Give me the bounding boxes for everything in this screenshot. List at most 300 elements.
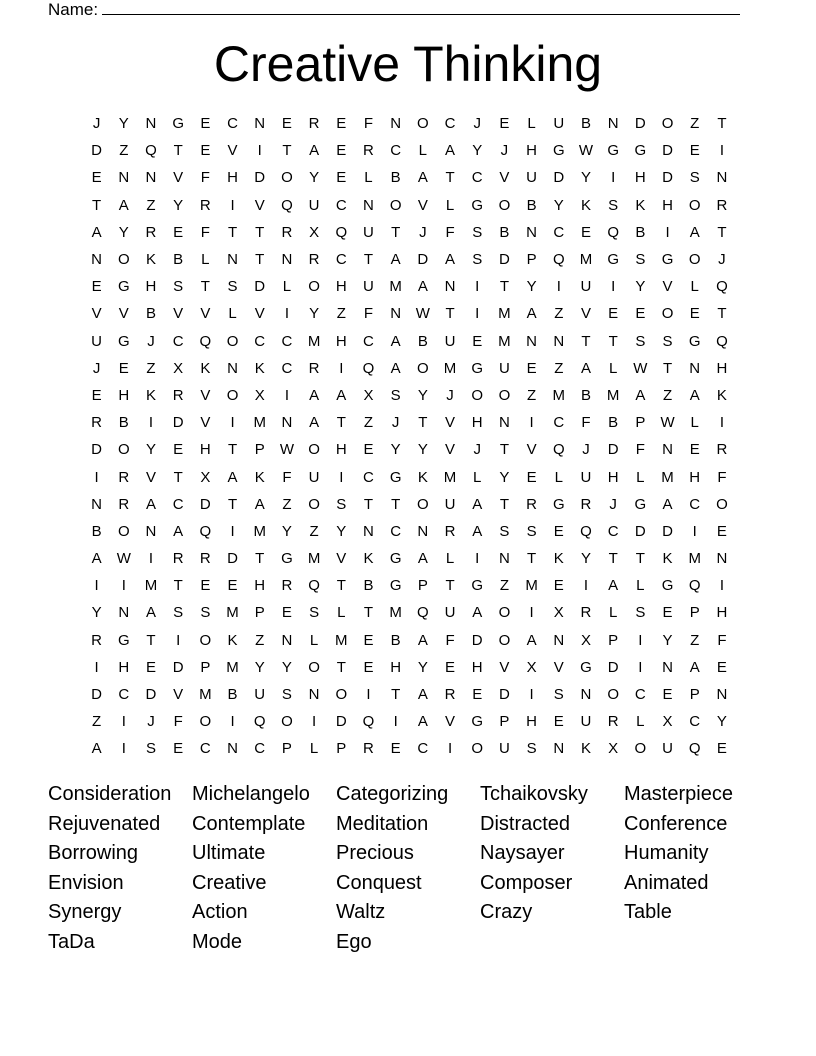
- grid-letter: O: [498, 196, 511, 214]
- grid-letter: L: [309, 631, 319, 649]
- grid-letter: H: [335, 441, 347, 459]
- grid-letter: O: [688, 251, 701, 269]
- grid-letter: N: [444, 278, 456, 296]
- grid-letter: Q: [335, 223, 348, 241]
- grid-letter: Y: [118, 115, 129, 133]
- grid-letter: R: [580, 604, 592, 622]
- grid-letter: P: [281, 740, 292, 758]
- grid-letter: A: [689, 223, 700, 241]
- grid-letter: Z: [146, 196, 156, 214]
- grid-letter: D: [471, 631, 483, 649]
- grid-letter: M: [253, 414, 266, 432]
- grid-letter: S: [173, 604, 184, 622]
- grid-letter: I: [257, 142, 262, 160]
- grid-letter: H: [199, 441, 211, 459]
- grid-letter: P: [526, 251, 537, 269]
- word-list-item: Categorizing: [336, 783, 449, 805]
- word-list-item: Waltz: [336, 901, 386, 924]
- grid-letter: H: [634, 169, 646, 187]
- grid-letter: Y: [309, 305, 320, 323]
- grid-letter: K: [254, 468, 265, 486]
- grid-letter: E: [173, 223, 184, 241]
- grid-letter: Y: [526, 278, 537, 296]
- grid-letter: I: [529, 414, 534, 432]
- grid-letter: G: [607, 142, 619, 160]
- grid-letter: T: [255, 251, 265, 269]
- grid-letter: H: [254, 577, 266, 595]
- grid-letter: T: [499, 495, 509, 513]
- grid-letter: O: [389, 196, 402, 214]
- page-title: Creative Thinking: [213, 36, 603, 92]
- grid-letter: I: [121, 713, 126, 731]
- grid-letter: Y: [417, 386, 428, 404]
- grid-letter: I: [230, 196, 235, 214]
- grid-letter: Q: [362, 359, 375, 377]
- grid-letter: A: [417, 631, 428, 649]
- grid-letter: I: [148, 414, 154, 432]
- grid-letter: S: [145, 740, 156, 758]
- grid-letter: Z: [527, 386, 537, 404]
- grid-letter: N: [716, 550, 728, 568]
- grid-letter: T: [336, 577, 346, 595]
- grid-letter: S: [472, 251, 483, 269]
- grid-letter: I: [393, 713, 398, 731]
- grid-letter: G: [389, 468, 402, 486]
- grid-letter: E: [173, 441, 184, 459]
- grid-letter: X: [254, 386, 265, 404]
- grid-letter: H: [118, 658, 130, 676]
- grid-letter: X: [580, 631, 591, 649]
- grid-letter: H: [526, 142, 538, 160]
- grid-letter: G: [117, 631, 130, 649]
- grid-letter: V: [200, 386, 211, 404]
- grid-letter: T: [200, 278, 210, 296]
- grid-letter: K: [227, 631, 238, 649]
- grid-letter: G: [634, 495, 647, 513]
- grid-letter: C: [634, 686, 646, 704]
- grid-letter: E: [553, 522, 564, 540]
- grid-letter: E: [363, 631, 374, 649]
- grid-letter: Z: [336, 305, 346, 323]
- letter-grid: [83, 110, 736, 763]
- grid-letter: F: [717, 631, 727, 649]
- grid-letter: O: [226, 386, 239, 404]
- grid-letter: V: [526, 441, 537, 459]
- grid-letter: C: [254, 332, 266, 350]
- grid-letter: U: [444, 604, 456, 622]
- grid-letter: J: [391, 414, 400, 432]
- grid-letter: I: [94, 468, 99, 486]
- grid-letter: T: [445, 169, 455, 187]
- grid-letter: G: [634, 142, 647, 160]
- grid-letter: N: [498, 550, 510, 568]
- grid-letter: A: [417, 686, 428, 704]
- grid-letter: R: [281, 577, 293, 595]
- grid-letter: L: [608, 359, 618, 377]
- grid-letter: Q: [145, 142, 157, 160]
- grid-letter: A: [336, 386, 347, 404]
- grid-letter: C: [172, 495, 184, 513]
- grid-letter: Z: [119, 142, 129, 160]
- grid-letter: U: [363, 223, 374, 241]
- grid-letter: W: [116, 550, 131, 568]
- grid-letter: E: [390, 740, 401, 758]
- grid-letter: E: [200, 115, 211, 133]
- grid-letter: Z: [309, 522, 319, 540]
- grid-letter: A: [309, 386, 320, 404]
- grid-letter: S: [227, 278, 238, 296]
- grid-letter: Q: [688, 577, 701, 595]
- grid-letter: C: [281, 359, 293, 377]
- grid-letter: B: [118, 414, 129, 432]
- grid-letter: N: [145, 169, 157, 187]
- grid-letter: E: [608, 305, 619, 323]
- grid-letter: T: [608, 550, 618, 568]
- grid-letter: R: [145, 223, 157, 241]
- grid-letter: T: [336, 414, 346, 432]
- grid-letter: H: [689, 468, 701, 486]
- grid-letter: P: [254, 441, 265, 459]
- grid-letter: T: [581, 332, 591, 350]
- grid-letter: U: [662, 740, 673, 758]
- name-underline: [102, 0, 740, 15]
- grid-letter: R: [172, 550, 184, 568]
- grid-letter: A: [608, 577, 619, 595]
- grid-letter: I: [148, 550, 154, 568]
- grid-letter: Q: [688, 740, 701, 758]
- grid-letter: X: [363, 386, 374, 404]
- grid-letter: E: [662, 604, 673, 622]
- grid-letter: Z: [662, 386, 673, 404]
- grid-letter: B: [580, 386, 591, 404]
- word-list-item: Masterpiece: [624, 783, 733, 805]
- grid-letter: I: [638, 631, 643, 649]
- grid-letter: D: [662, 142, 673, 160]
- grid-letter: O: [498, 604, 511, 622]
- grid-letter: S: [553, 686, 564, 704]
- grid-letter: Z: [499, 577, 509, 595]
- grid-letter: J: [582, 441, 590, 459]
- grid-letter: G: [688, 332, 701, 350]
- grid-letter: A: [145, 495, 156, 513]
- grid-letter: E: [336, 169, 347, 187]
- grid-letter: V: [173, 305, 184, 323]
- grid-letter: T: [391, 495, 401, 513]
- grid-letter: H: [118, 386, 130, 404]
- grid-letter: S: [689, 169, 700, 187]
- grid-letter: O: [281, 169, 293, 187]
- grid-letter: R: [91, 631, 103, 649]
- grid-letter: A: [173, 522, 184, 540]
- grid-letter: C: [227, 115, 238, 133]
- grid-letter: P: [200, 658, 211, 676]
- grid-letter: V: [254, 305, 265, 323]
- grid-letter: O: [661, 115, 674, 133]
- grid-letter: Y: [499, 468, 510, 486]
- grid-letter: O: [308, 441, 320, 459]
- grid-letter: E: [472, 332, 483, 350]
- grid-letter: H: [716, 359, 728, 377]
- grid-letter: J: [473, 115, 481, 133]
- grid-letter: H: [145, 278, 157, 296]
- grid-letter: A: [309, 142, 320, 160]
- grid-letter: W: [660, 414, 675, 432]
- grid-letter: S: [608, 196, 619, 214]
- grid-letter: Q: [417, 604, 429, 622]
- grid-letter: L: [445, 196, 455, 214]
- grid-letter: Z: [255, 631, 265, 649]
- grid-letter: T: [146, 631, 156, 649]
- grid-letter: N: [417, 522, 429, 540]
- grid-letter: L: [201, 251, 210, 269]
- grid-letter: K: [553, 550, 564, 568]
- grid-letter: J: [446, 386, 454, 404]
- grid-letter: O: [716, 495, 728, 513]
- grid-letter: K: [200, 359, 211, 377]
- grid-letter: C: [118, 686, 130, 704]
- word-list-item: Envision: [48, 871, 124, 894]
- grid-letter: Y: [662, 631, 673, 649]
- grid-letter: L: [690, 414, 699, 432]
- grid-letter: Y: [716, 713, 727, 731]
- grid-letter: O: [688, 196, 701, 214]
- grid-letter: C: [390, 142, 402, 160]
- grid-letter: B: [635, 223, 646, 241]
- grid-letter: P: [608, 631, 619, 649]
- grid-letter: E: [716, 658, 727, 676]
- grid-letter: V: [553, 658, 564, 676]
- grid-letter: P: [417, 577, 428, 595]
- grid-letter: X: [608, 740, 619, 758]
- grid-letter: I: [284, 386, 289, 404]
- grid-letter: A: [309, 414, 320, 432]
- grid-letter: J: [609, 495, 617, 513]
- grid-letter: I: [339, 359, 344, 377]
- grid-letter: P: [499, 713, 510, 731]
- grid-letter: A: [254, 495, 265, 513]
- grid-letter: A: [526, 631, 537, 649]
- grid-letter: T: [717, 305, 727, 323]
- grid-letter: M: [498, 332, 511, 350]
- grid-letter: R: [363, 142, 374, 160]
- grid-letter: V: [145, 468, 156, 486]
- grid-letter: C: [471, 169, 483, 187]
- grid-letter: C: [335, 251, 347, 269]
- grid-letter: T: [418, 414, 428, 432]
- grid-letter: A: [472, 522, 483, 540]
- grid-letter: U: [498, 359, 510, 377]
- grid-letter: A: [417, 713, 428, 731]
- grid-letter: N: [145, 522, 157, 540]
- grid-letter: D: [227, 550, 238, 568]
- grid-letter: M: [498, 305, 511, 323]
- grid-letter: T: [499, 278, 509, 296]
- grid-letter: R: [607, 713, 619, 731]
- grid-letter: A: [390, 359, 401, 377]
- grid-letter: S: [200, 604, 211, 622]
- grid-letter: G: [172, 115, 184, 133]
- grid-letter: N: [390, 305, 402, 323]
- grid-letter: I: [719, 577, 724, 595]
- grid-letter: Q: [362, 713, 375, 731]
- grid-letter: Q: [552, 251, 565, 269]
- grid-letter: E: [472, 686, 483, 704]
- grid-letter: A: [445, 142, 456, 160]
- grid-letter: T: [92, 196, 102, 214]
- grid-letter: E: [173, 740, 184, 758]
- grid-letter: I: [475, 278, 480, 296]
- grid-letter: D: [607, 658, 619, 676]
- grid-letter: U: [308, 196, 320, 214]
- word-list-item: Composer: [480, 871, 573, 894]
- grid-letter: A: [91, 223, 102, 241]
- grid-letter: M: [525, 577, 538, 595]
- grid-letter: T: [282, 142, 292, 160]
- grid-letter: Z: [146, 359, 156, 377]
- grid-letter: I: [339, 468, 344, 486]
- grid-letter: W: [633, 359, 648, 377]
- grid-letter: A: [227, 468, 238, 486]
- grid-letter: W: [578, 142, 594, 160]
- grid-letter: T: [662, 359, 673, 377]
- grid-letter: R: [716, 196, 728, 214]
- grid-letter: I: [230, 522, 235, 540]
- grid-letter: L: [636, 468, 645, 486]
- grid-letter: A: [689, 386, 700, 404]
- grid-letter: V: [91, 305, 102, 323]
- grid-letter: M: [253, 522, 266, 540]
- grid-letter: C: [363, 468, 374, 486]
- grid-letter: T: [255, 223, 265, 241]
- grid-letter: S: [526, 740, 537, 758]
- grid-letter: C: [607, 522, 619, 540]
- grid-letter: N: [526, 332, 538, 350]
- grid-letter: R: [308, 251, 320, 269]
- grid-letter: K: [145, 386, 156, 404]
- grid-letter: T: [227, 223, 238, 241]
- grid-letter: C: [281, 332, 293, 350]
- grid-letter: U: [498, 740, 510, 758]
- grid-letter: T: [499, 441, 509, 459]
- grid-letter: I: [529, 604, 534, 622]
- grid-letter: W: [279, 441, 294, 459]
- grid-letter: N: [118, 169, 130, 187]
- grid-letter: U: [526, 169, 538, 187]
- grid-letter: A: [390, 251, 401, 269]
- grid-letter: T: [173, 468, 183, 486]
- grid-letter: N: [716, 169, 728, 187]
- grid-letter: S: [526, 522, 537, 540]
- grid-letter: Y: [118, 223, 129, 241]
- grid-letter: Q: [716, 278, 728, 296]
- word-list-item: Crazy: [480, 901, 533, 924]
- grid-letter: D: [254, 169, 266, 187]
- grid-letter: N: [227, 251, 238, 269]
- grid-letter: E: [363, 658, 374, 676]
- grid-letter: A: [91, 740, 102, 758]
- grid-letter: L: [636, 713, 645, 731]
- grid-letter: E: [91, 169, 102, 187]
- grid-letter: Q: [580, 522, 592, 540]
- grid-letter: N: [526, 223, 538, 241]
- grid-letter: A: [445, 251, 456, 269]
- grid-letter: R: [281, 223, 293, 241]
- grid-letter: Y: [553, 196, 564, 214]
- grid-letter: C: [553, 414, 565, 432]
- grid-letter: C: [553, 223, 565, 241]
- grid-letter: G: [661, 577, 674, 595]
- grid-letter: L: [418, 142, 428, 160]
- grid-letter: T: [363, 251, 374, 269]
- grid-letter: D: [199, 495, 211, 513]
- grid-letter: N: [580, 686, 592, 704]
- grid-letter: Y: [635, 278, 646, 296]
- grid-letter: N: [281, 251, 293, 269]
- grid-letter: V: [417, 196, 428, 214]
- grid-letter: O: [607, 686, 619, 704]
- grid-letter: D: [498, 251, 510, 269]
- grid-letter: Q: [253, 713, 266, 731]
- grid-letter: O: [308, 278, 320, 296]
- grid-letter: Q: [552, 441, 565, 459]
- grid-letter: M: [144, 577, 158, 595]
- grid-letter: D: [417, 251, 429, 269]
- grid-letter: G: [661, 251, 674, 269]
- grid-letter: X: [662, 713, 673, 731]
- grid-letter: A: [526, 305, 537, 323]
- grid-letter: H: [526, 713, 538, 731]
- grid-letter: M: [661, 468, 674, 486]
- word-list-item: Conquest: [336, 871, 422, 894]
- grid-letter: O: [308, 658, 320, 676]
- word-list-item: Borrowing: [48, 842, 139, 865]
- word-list-item: Distracted: [480, 812, 571, 835]
- grid-letter: R: [444, 522, 456, 540]
- grid-letter: F: [445, 223, 455, 241]
- grid-letter: S: [635, 251, 646, 269]
- grid-letter: N: [716, 686, 728, 704]
- grid-letter: T: [445, 577, 455, 595]
- grid-letter: P: [254, 604, 265, 622]
- grid-letter: E: [145, 658, 156, 676]
- grid-letter: N: [118, 604, 130, 622]
- grid-letter: L: [608, 604, 618, 622]
- word-list-item: Ego: [336, 930, 372, 953]
- word-list-item: Animated: [624, 871, 709, 894]
- grid-letter: X: [173, 359, 184, 377]
- grid-letter: R: [444, 686, 456, 704]
- grid-letter: L: [364, 169, 373, 187]
- grid-letter: N: [553, 332, 565, 350]
- grid-letter: A: [417, 550, 428, 568]
- grid-letter: Y: [417, 658, 428, 676]
- grid-letter: I: [611, 169, 616, 187]
- grid-letter: N: [91, 251, 103, 269]
- grid-letter: F: [282, 468, 292, 486]
- grid-letter: C: [199, 740, 211, 758]
- grid-letter: B: [526, 196, 537, 214]
- word-list-item: Michelangelo: [192, 783, 310, 805]
- grid-letter: V: [445, 441, 456, 459]
- grid-letter: O: [417, 495, 429, 513]
- grid-letter: O: [117, 441, 130, 459]
- grid-letter: I: [447, 740, 453, 758]
- grid-letter: I: [475, 305, 480, 323]
- grid-letter: E: [526, 468, 537, 486]
- grid-letter: E: [635, 305, 646, 323]
- grid-letter: U: [308, 468, 320, 486]
- grid-letter: Q: [308, 577, 320, 595]
